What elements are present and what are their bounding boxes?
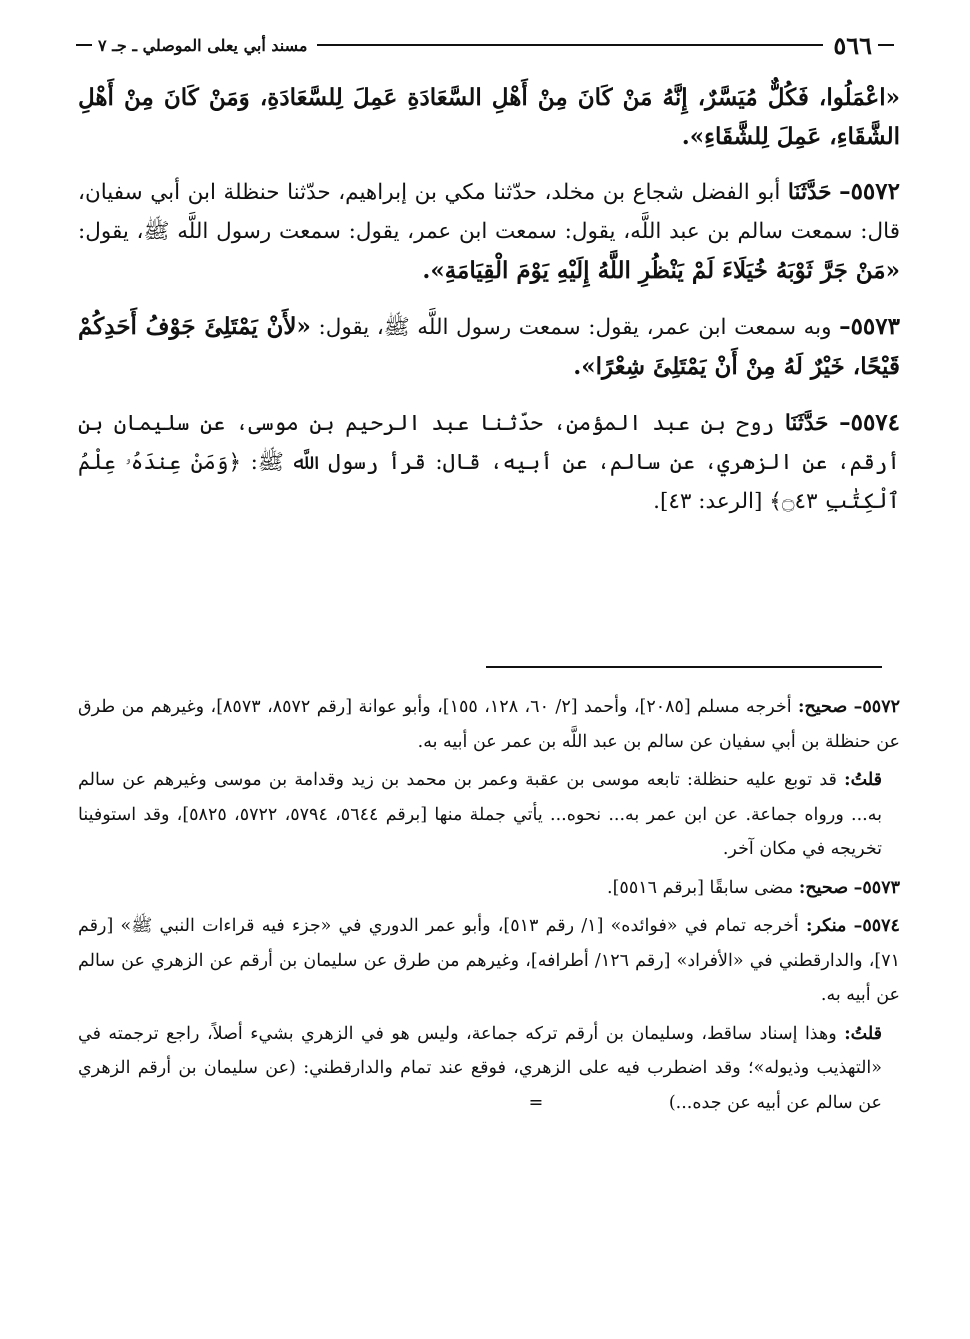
hadith-isnad: سمعت ابن عمر، يقول: سمعت رسول اللَّه ﷺ، يقول: (318, 315, 797, 340)
footnote-grade: صحيح: (798, 697, 848, 717)
footnotes (78, 690, 900, 1124)
header-rule (317, 44, 823, 46)
footnote-number: ٥٥٧٤– (853, 916, 900, 936)
hadith-isnad: أبو الفضل شجاع بن مخلد، حدّثنا مكي بن إبراهيم، حدّثنا حنظلة ابن أبي سفيان، قال: سمعت سالم بن عبد اللَّه، يقول: سمعت ابن عمر، يقول: سمعت رسول اللَّه ﷺ، يقول: (78, 180, 900, 244)
hadith-matn: «لأَنْ يَمْتَلِئَ جَوْفُ أَحَدِكُمْ قَيْحًا، خَيْرٌ لَهُ مِنْ أَنْ يَمْتَلِئَ شِعْرًا». (78, 313, 900, 380)
hadith-number: ٥٥٧٤– (839, 409, 901, 436)
header-dash-right (878, 44, 894, 46)
running-header (70, 30, 900, 60)
remark-text: قد توبع عليه حنظلة: تابعه موسى بن عقبة وعمر بن محمد بن زيد وقدامة بن موسى وغيرهم عن سالم به... ورواه جماعة. عن ابن عمر به... نحوه... يأتي جملة منها [برقم ٥٦٤٤، ٥٧٩٤، ٥٧٢٢، ٥٨٢٥]، وقد استوفينا تخريجه في مكان آخر. (78, 770, 882, 859)
footnote-5572-remark (78, 763, 900, 867)
footnote-number: ٥٥٧٢– (853, 697, 900, 717)
hadith-number: ٥٥٧٢– (839, 178, 900, 205)
page-number: ٥٦٦ (833, 30, 872, 60)
footnote-text: مضى سابقًا [برقم ٥٥١٦]. (607, 877, 794, 898)
hadith-5574 (78, 403, 900, 521)
continuation-mark: = (528, 1092, 544, 1113)
footnote-number: ٥٥٧٣– (853, 877, 900, 898)
footnote-5574 (78, 909, 900, 1013)
remark-label: قلتُ: (844, 1023, 882, 1044)
remark-text: وهذا إسناد ساقط، وسليمان بن أرقم تركه جماعة، وليس هو في الزهري بشيء أصلاً، راجع ترجمته في «التهذيب وذيوله»؛ وقد اضطرب فيه على الزهري، فوقع عند تمام والدارقطني: (عن سليمان بن أرقم الزهري عن سالم عن أبيه عن جده...) (78, 1023, 882, 1113)
footnote-separator (486, 666, 882, 668)
hadith-intro: حَدَّثَنَا (787, 180, 832, 205)
remark-label: قلتُ: (844, 770, 882, 790)
hadith-continuation: «اعْمَلُوا، فَكُلٌّ مُيَسَّرٌ، إِنَّهُ مَنْ كَانَ مِنْ أَهْلِ السَّعَادَةِ عَمِلَ لِلسَّعَادَةِ، وَمَنْ كَانَ مِنْ أَهْلِ الشَّقَاءِ، عَمِلَ لِلشَّقَاءِ». (78, 84, 900, 150)
footnote-grade: منكر: (805, 916, 847, 936)
hadith-isnad: روح بن عبد المؤمن، حدّثنا عبد الرحيم بن موسى، عن سليمان بن أرقم، عن الزهري، عن سالم، عن أبيه، قال: قرأ رسول اللَّه ﷺ: (78, 411, 900, 475)
running-title: مسند أبي يعلى الموصلي ـ جـ ٧ (98, 35, 308, 55)
footnote-text: أخرجه مسلم [٢٠٨٥]، وأحمد [٢/ ٦٠، ١٢٨، ١٥٥]، وأبو عوانة [رقم ٨٥٧٢، ٨٥٧٣]، وغيرهم من طرق عن حنظلة بن أبي سفيان عن سالم بن عبد اللَّه بن عمر عن أبيه به. (78, 697, 900, 752)
footnote-grade: صحيح: (798, 877, 849, 898)
quran-reference: [الرعد: ٤٣]. (653, 489, 763, 514)
hadith-5572 (78, 172, 900, 291)
hadith-matn: «مَنْ جَرَّ ثَوْبَهُ خُيَلَاءَ لَمْ يَنْظُرِ اللَّهُ إِلَيْهِ يَوْمَ الْقِيَامَةِ». (422, 257, 900, 284)
footnote-5572 (78, 690, 900, 759)
main-text (78, 78, 900, 537)
footnote-5573 (78, 871, 900, 906)
hadith-intro: وبه (803, 315, 832, 340)
quran-verse: ﴿وَمَنْ عِندَهُۥ عِلْمُ ٱلْكِتَٰبِ ۝٤٣﴾ (78, 450, 900, 514)
header-dash-left (76, 44, 92, 46)
hadith-5573 (78, 307, 900, 387)
footnote-text: أخرجه تمام في «فوائده» [١/ رقم ٥١٣]، وأبو عمر الدوري في «جزء فيه قراءات النبي ﷺ» [رقم ٧١]، والدارقطني في «الأفراد» [رقم ١٢٦/ أطرافه]، وغيرهم من طرق عن سليمان بن أرقم عن الزهري عن سالم عن أبيه به. (78, 916, 901, 1005)
hadith-intro: حَدَّثَنَا (784, 411, 829, 436)
hadith-number: ٥٥٧٣– (839, 313, 900, 340)
footnote-5574-remark (78, 1017, 900, 1121)
